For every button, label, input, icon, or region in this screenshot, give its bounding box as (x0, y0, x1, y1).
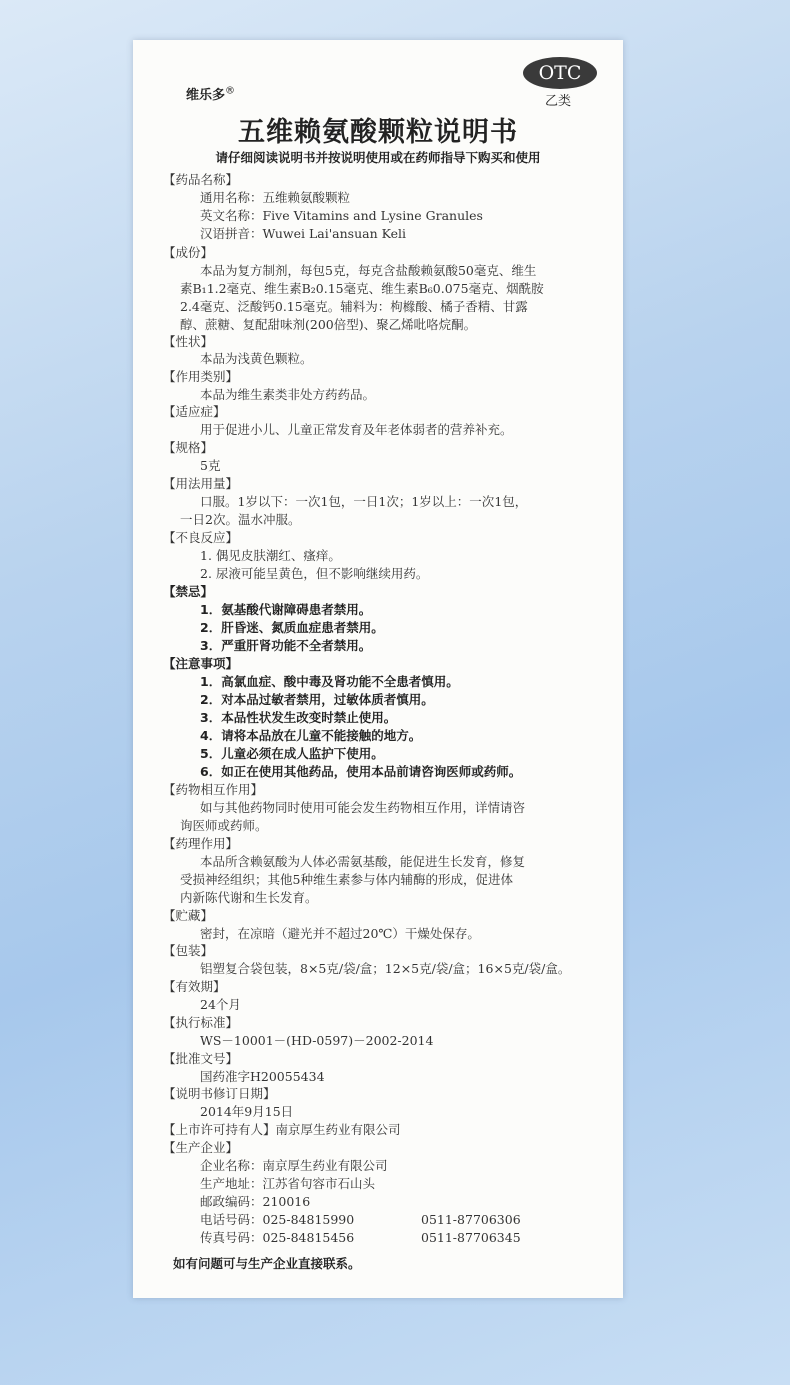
section-heading-strength: 【规格】 (163, 440, 214, 455)
storage-text: 密封，在凉暗（避光并不超过20℃）干燥处保存。 (200, 926, 480, 941)
mah-name: 南京厚生药业有限公司 (275, 1122, 401, 1137)
contraindication-item: 3．严重肝肾功能不全者禁用。 (200, 638, 372, 653)
manufacturer-phone: 电话号码：025-84815990 (200, 1212, 355, 1227)
section-heading-manufacturer: 【生产企业】 (163, 1140, 239, 1155)
manufacturer-postcode: 邮政编码：210016 (200, 1194, 311, 1209)
indications-text: 用于促进小儿、儿童正常发育及年老体弱者的营养补充。 (200, 422, 513, 437)
manufacturer-fax-2: 0511-87706345 (421, 1230, 521, 1245)
section-heading-approval: 【批准文号】 (163, 1051, 239, 1066)
precaution-item: 4．请将本品放在儿童不能接触的地方。 (200, 728, 422, 743)
dosage-line: 一日2次。温水冲服。 (180, 512, 301, 527)
revision-date: 2014年9月15日 (200, 1104, 294, 1119)
standard-text: WS－10001－(HD-0597)－2002-2014 (200, 1033, 434, 1048)
otc-class-label: 乙类 (545, 94, 572, 109)
contact-footer: 如有问题可与生产企业直接联系。 (173, 1256, 361, 1271)
manufacturer-fax: 传真号码：025-84815456 (200, 1230, 355, 1245)
validity-text: 24个月 (200, 997, 241, 1012)
pharmacology-line: 内新陈代谢和生长发育。 (180, 890, 318, 905)
section-heading-name: 【药品名称】 (163, 172, 239, 187)
section-heading-storage: 【贮藏】 (163, 908, 214, 923)
composition-line: 2.4毫克、泛酸钙0.15毫克。辅料为：枸橼酸、橘子香精、甘露 (180, 299, 528, 314)
adverse-item: 1. 偶见皮肤潮红、瘙痒。 (200, 548, 341, 563)
composition-line: 本品为复方制剂，每包5克，每克含盐酸赖氨酸50毫克、维生 (200, 263, 537, 278)
precaution-item: 2．对本品过敏者禁用，过敏体质者慎用。 (200, 692, 434, 707)
english-name: 英文名称：Five Vitamins and Lysine Granules (200, 208, 483, 223)
section-heading-indications: 【适应症】 (163, 404, 226, 419)
brand-name: 维乐多® (186, 85, 236, 103)
pinyin-name: 汉语拼音：Wuwei Lai'ansuan Keli (200, 226, 406, 241)
section-heading-category: 【作用类别】 (163, 369, 239, 384)
contraindication-item: 1．氨基酸代谢障碍患者禁用。 (200, 602, 372, 617)
usage-warning: 请仔细阅读说明书并按说明使用或在药师指导下购买和使用 (215, 150, 541, 165)
section-heading-validity: 【有效期】 (163, 979, 226, 994)
dosage-line: 口服。1岁以下：一次1包，一日1次；1岁以上：一次1包， (200, 494, 528, 509)
manufacturer-address: 生产地址：江苏省句容市石山头 (200, 1176, 376, 1191)
section-heading-package: 【包装】 (163, 943, 214, 958)
section-heading-description: 【性状】 (163, 334, 214, 349)
description-text: 本品为浅黄色颗粒。 (200, 351, 313, 366)
category-text: 本品为维生素类非处方药药品。 (200, 387, 376, 402)
pharmacology-line: 受损神经组织；其他5种维生素参与体内辅酶的形成，促进体 (180, 872, 513, 887)
section-heading-contraindications: 【禁忌】 (163, 584, 214, 599)
section-heading-pharmacology: 【药理作用】 (163, 836, 239, 851)
section-heading-dosage: 【用法用量】 (163, 476, 239, 491)
section-heading-precautions: 【注意事项】 (163, 656, 239, 671)
section-heading-adverse: 【不良反应】 (163, 530, 239, 545)
precaution-item: 1．高氯血症、酸中毒及肾功能不全患者慎用。 (200, 674, 459, 689)
common-name: 通用名称：五维赖氨酸颗粒 (200, 190, 351, 205)
pharmacology-line: 本品所含赖氨酸为人体必需氨基酸，能促进生长发育，修复 (200, 854, 526, 869)
interactions-line: 询医师或药师。 (180, 818, 268, 833)
approval-number: 国药准字H20055434 (200, 1069, 325, 1084)
interactions-line: 如与其他药物同时使用可能会发生药物相互作用，详情请咨 (200, 800, 526, 815)
section-heading-mah: 【上市许可持有人】 (163, 1122, 276, 1137)
precaution-item: 5．儿童必须在成人监护下使用。 (200, 746, 384, 761)
otc-badge: OTC (523, 57, 597, 89)
precaution-item: 3．本品性状发生改变时禁止使用。 (200, 710, 397, 725)
package-text: 铝塑复合袋包装，8×5克/袋/盒；12×5克/袋/盒；16×5克/袋/盒。 (200, 961, 571, 976)
leaflet-title: 五维赖氨酸颗粒说明书 (238, 117, 518, 148)
manufacturer-name: 企业名称：南京厚生药业有限公司 (200, 1158, 388, 1173)
composition-line: 素B₁1.2毫克、维生素B₂0.15毫克、维生素B₆0.075毫克、烟酰胺 (180, 281, 544, 296)
section-heading-interactions: 【药物相互作用】 (163, 782, 264, 797)
composition-line: 醇、蔗糖、复配甜味剂(200倍型)、聚乙烯吡咯烷酮。 (180, 317, 477, 332)
section-heading-standard: 【执行标准】 (163, 1015, 239, 1030)
strength-text: 5克 (200, 458, 221, 473)
manufacturer-phone-2: 0511-87706306 (421, 1212, 521, 1227)
contraindication-item: 2．肝昏迷、氮质血症患者禁用。 (200, 620, 384, 635)
section-heading-composition: 【成份】 (163, 245, 214, 260)
precaution-item: 6．如正在使用其他药品，使用本品前请咨询医师或药师。 (200, 764, 522, 779)
adverse-item: 2. 尿液可能呈黄色，但不影响继续用药。 (200, 566, 429, 581)
section-heading-revision: 【说明书修订日期】 (163, 1086, 276, 1101)
mah-line (163, 1122, 401, 1138)
